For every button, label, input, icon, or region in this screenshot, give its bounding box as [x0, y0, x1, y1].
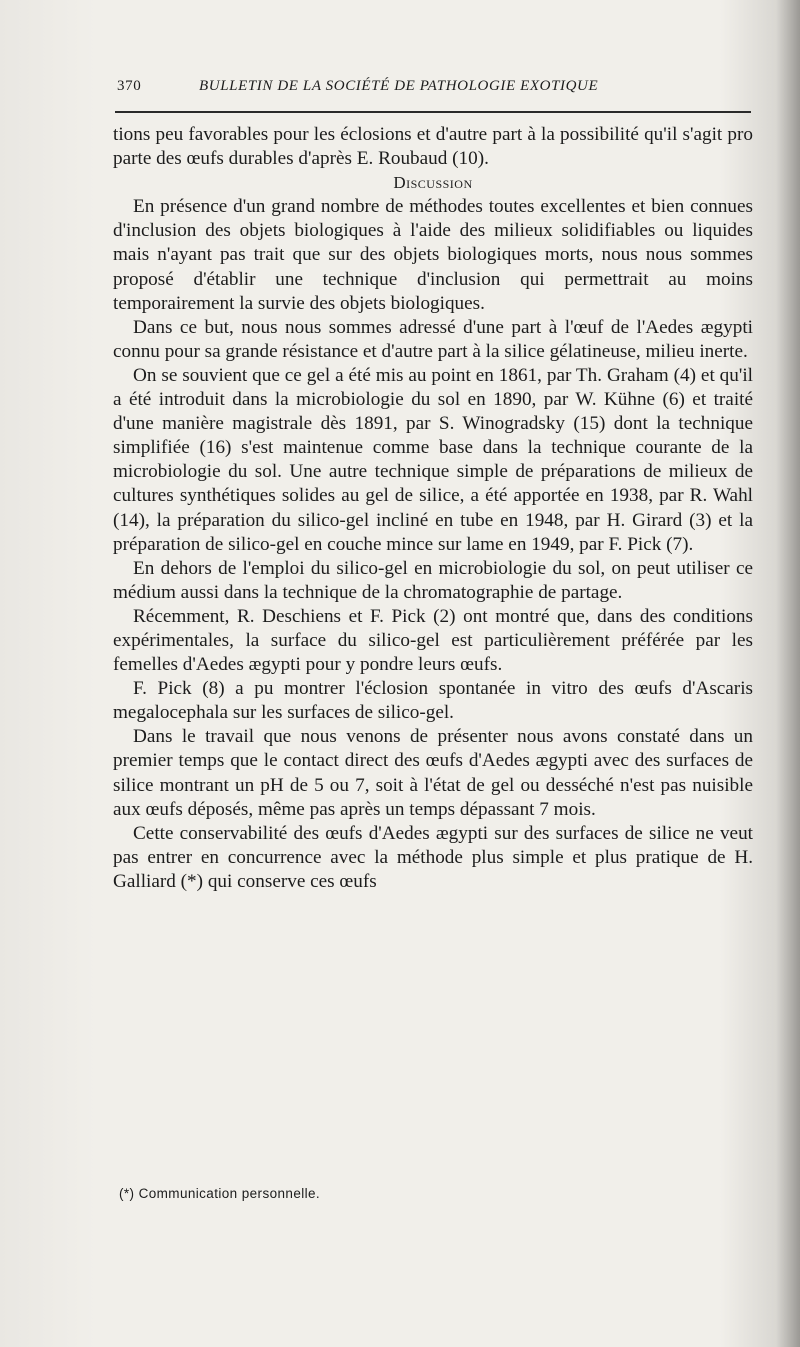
paragraph: Récemment, R. Deschiens et F. Pick (2) ont montré que, dans des conditions expérimentales, la surface du silico-gel est particulièrement préférée par les femelles d'Aedes ægypti pour y pondre leurs œufs.	[113, 605, 753, 676]
paragraph-continued: tions peu favorables pour les éclosions et d'autre part à la possibilité qu'il s'agit pro parte des œufs durables d'après E. Roubaud (10).	[113, 124, 753, 170]
paragraph: En dehors de l'emploi du silico-gel en microbiologie du sol, on peut utiliser ce médium aussi dans la technique de la chromatographie de partage.	[113, 557, 753, 603]
paragraph: On se souvient que ce gel a été mis au point en 1861, par Th. Graham (4) et qu'il a été introduit dans la microbiologie du sol en 1890, par W. Kühne (6) et traité d'une manière magistrale dès 1891, par S. Winogradsky (15) dont la technique simplifiée (16) s'est maintenue comme base dans la technique courante de la microbiologie du sol. Une autre technique simple de préparations de milieux de cultures synthétiques solides au gel de silice, a été apportée en 1938, par R. Wahl (14), la préparation du silico-gel incliné en tube en 1948, par H. Girard (3) et la préparation de silico-gel en couche mince sur lame en 1949, par F. Pick (7).	[113, 364, 753, 555]
header-rule	[115, 111, 751, 113]
footnote: (*) Communication personnelle.	[119, 1186, 321, 1201]
paragraph: F. Pick (8) a pu montrer l'éclosion spontanée in vitro des œufs d'Ascaris megalocephala sur les surfaces de silico-gel.	[113, 678, 753, 724]
paragraph: Dans le travail que nous venons de présenter nous avons constaté dans un premier temps que le contact direct des œufs d'Aedes ægypti avec des surfaces de silice montrant un pH de 5 ou 7, soit à l'état de gel ou desséché n'est pas nuisible aux œufs déposés, même pas après un temps dépassant 7 mois.	[113, 726, 753, 820]
section-heading-discussion: Discussion	[393, 173, 473, 193]
paragraph: Cette conservabilité des œufs d'Aedes ægypti sur des surfaces de silice ne veut pas entrer en concurrence avec la méthode plus simple et plus pratique de H. Galliard (*) qui conserve ces œufs	[113, 822, 753, 892]
page-number: 370	[117, 78, 142, 94]
body-text	[113, 123, 753, 894]
running-title: BULLETIN DE LA SOCIÉTÉ DE PATHOLOGIE EXOTIQUE	[199, 78, 599, 94]
paragraph: En présence d'un grand nombre de méthodes toutes excellentes et bien connues d'inclusion des objets biologiques à l'aide des milieux solidifiables ou liquides mais n'ayant pas trait que sur des objets biologiques morts, nous nous sommes proposé d'établir une technique d'inclusion qui permettrait au moins temporairement la survie des objets biologiques.	[113, 196, 753, 314]
paragraph: Dans ce but, nous nous sommes adressé d'une part à l'œuf de l'Aedes ægypti connu pour sa grande résistance et d'autre part à la silice gélatineuse, milieu inerte.	[113, 316, 753, 362]
